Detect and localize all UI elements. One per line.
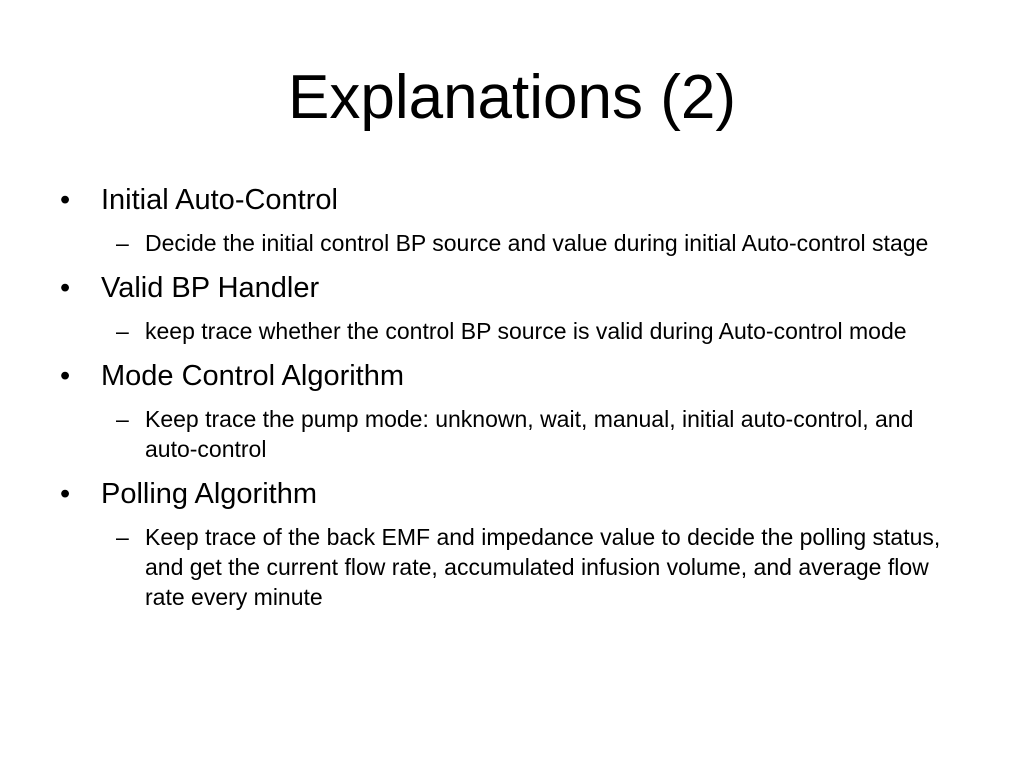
sub-item xyxy=(60,404,960,464)
sub-text: Keep trace of the back EMF and impedance value to decide the polling status, and get the current flow rate, accumulated infusion volume, and average flow rate every minute xyxy=(145,524,941,610)
bullet-item-mode-control-algorithm xyxy=(60,358,960,394)
sub-text: Decide the initial control BP source and value during initial Auto-control stage xyxy=(145,230,929,256)
sub-text: keep trace whether the control BP source is valid during Auto-control mode xyxy=(145,318,907,344)
dash-icon: – xyxy=(116,524,129,550)
bullet-icon: • xyxy=(60,478,71,510)
bullet-item-initial-auto-control xyxy=(60,182,960,218)
bullet-text: Valid BP Handler xyxy=(101,272,320,304)
bullet-text: Polling Algorithm xyxy=(101,478,317,510)
sub-item xyxy=(60,228,960,258)
dash-icon: – xyxy=(116,406,129,432)
sub-item xyxy=(60,316,960,346)
bullet-item-valid-bp-handler xyxy=(60,270,960,306)
bullet-icon: • xyxy=(60,184,71,216)
dash-icon: – xyxy=(116,230,129,256)
bullet-icon: • xyxy=(60,360,71,392)
sub-text: Keep trace the pump mode: unknown, wait, manual, initial auto-control, and auto-control xyxy=(145,406,914,462)
sub-item xyxy=(60,522,960,612)
slide-title: Explanations (2) xyxy=(287,63,737,132)
bullet-item-polling-algorithm xyxy=(60,476,960,512)
bullet-text: Mode Control Algorithm xyxy=(101,360,405,392)
bullet-text: Initial Auto-Control xyxy=(101,184,338,216)
dash-icon: – xyxy=(116,318,129,344)
bullet-list xyxy=(60,182,960,624)
bullet-icon: • xyxy=(60,272,71,304)
